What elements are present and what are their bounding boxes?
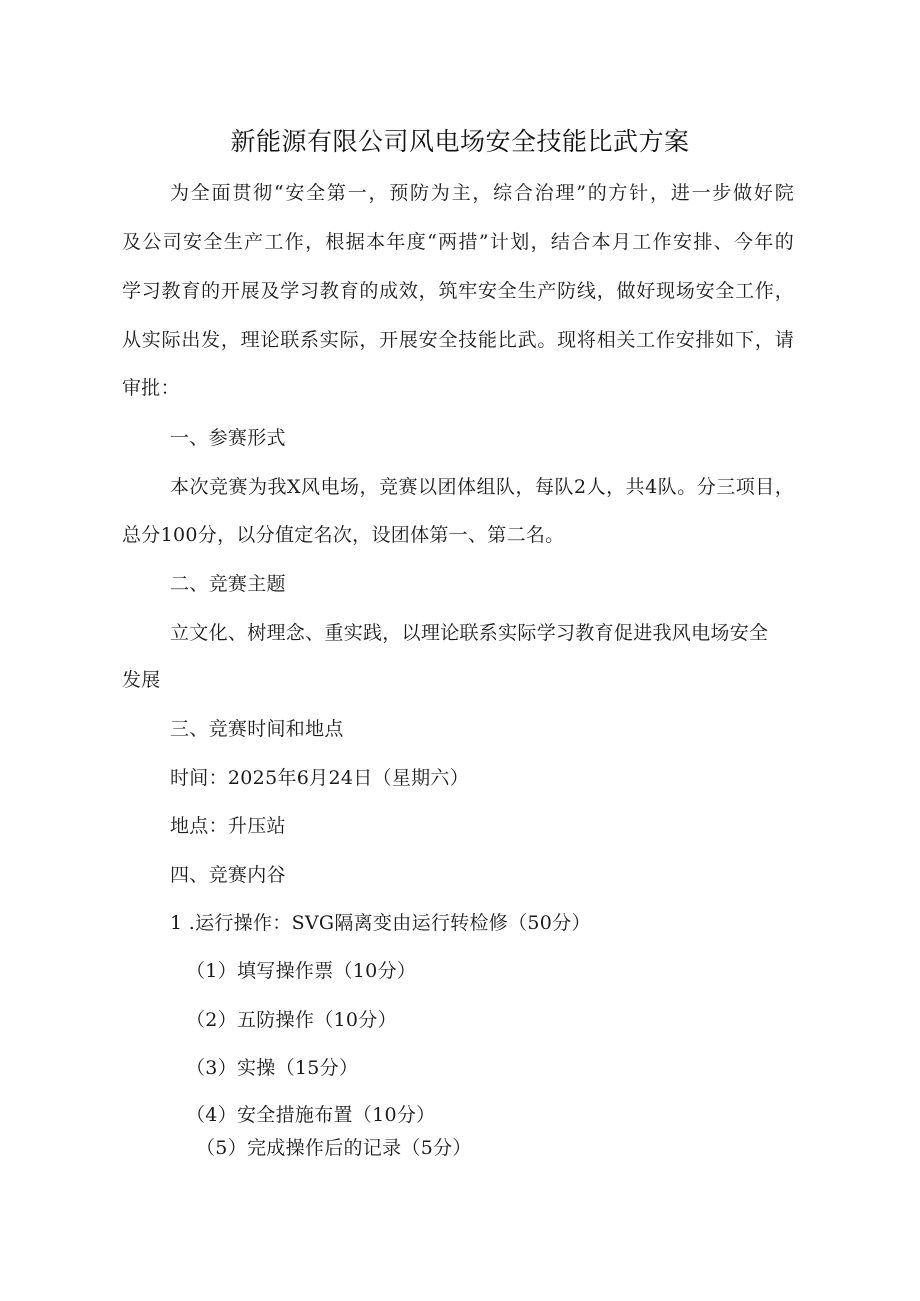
- intro-line-1: 为全面贯彻“安全第一，预防为主，综合治理”的方针，进一步做好院: [170, 182, 794, 204]
- section2-heading: 二、竞赛主题: [170, 573, 286, 595]
- intro-line-5: 审批：: [122, 377, 180, 399]
- document-title: 新能源有限公司风电场安全技能比武方案: [230, 127, 690, 156]
- section3-place: 地点：升压站: [170, 815, 286, 837]
- section4-subitem-4: （4）安全措施布置（10分）: [186, 1104, 436, 1126]
- section1-line-2: 总分100分，以分值定名次，设团体第一、第二名。: [122, 524, 565, 546]
- section2-line-2: 发展: [122, 669, 161, 691]
- section3-time: 时间：2025年6月24日（星期六）: [170, 767, 470, 789]
- intro-line-2: 及公司安全生产工作，根据本年度“两措”计划，结合本月工作安排、今年的: [122, 231, 794, 253]
- section1-heading: 一、参赛形式: [170, 427, 286, 449]
- section2-line-1: 立文化、树理念、重实践，以理论联系实际学习教育促进我风电场安全: [170, 622, 769, 644]
- section4-subitem-5: （5）完成操作后的记录（5分）: [196, 1137, 472, 1159]
- intro-line-3: 学习教育的开展及学习教育的成效，筑牢安全生产防线，做好现场安全工作，: [122, 280, 794, 302]
- section4-subitem-2: （2）五防操作（10分）: [186, 1009, 397, 1031]
- section4-subitem-3: （3）实操（15分）: [186, 1057, 359, 1079]
- section4-heading: 四、竞赛内谷: [170, 864, 286, 886]
- section1-line-1: 本次竞赛为我X风电场，竞赛以团体组队，每队2人，共4队。分三项目，: [170, 476, 794, 498]
- intro-line-4: 从实际出发，理论联系实际，开展安全技能比武。现将相关工作安排如下，请: [122, 329, 794, 351]
- section4-item1: 1 .运行操作：SVG隔离变由运行转检修（50分）: [170, 912, 591, 934]
- section4-subitem-1: （1）填写操作票（10分）: [186, 960, 417, 982]
- section3-heading: 三、竞赛时间和地点: [170, 718, 344, 740]
